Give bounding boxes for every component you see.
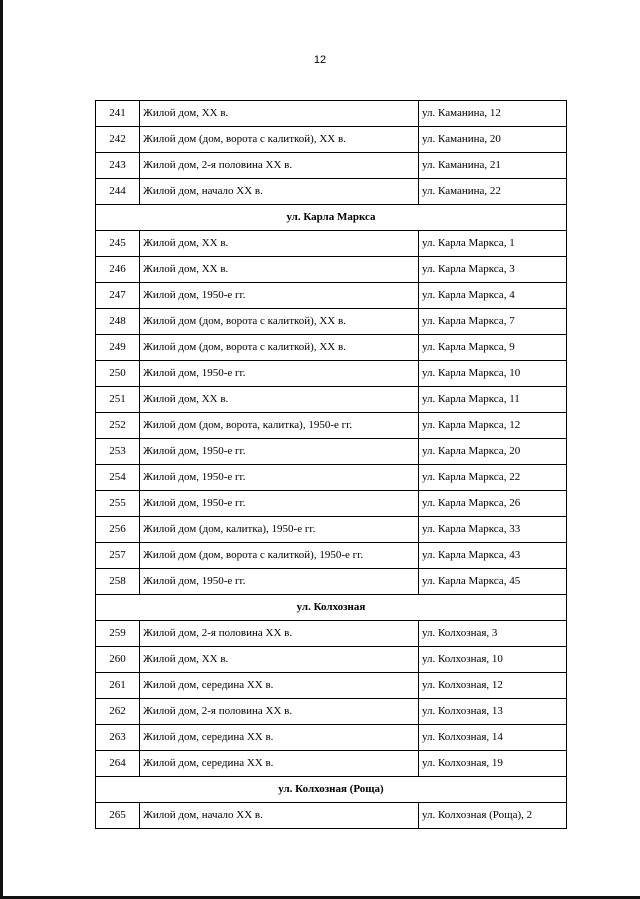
item-number: 243	[96, 153, 140, 179]
item-name: Жилой дом, 2-я половина XX в.	[140, 699, 419, 725]
item-name: Жилой дом, середина XX в.	[140, 673, 419, 699]
item-name: Жилой дом (дом, ворота с калиткой), XX в.	[140, 309, 419, 335]
table-row	[96, 725, 567, 751]
item-name: Жилой дом, XX в.	[140, 647, 419, 673]
item-address: ул. Карла Маркса, 7	[419, 309, 567, 335]
item-name: Жилой дом, 2-я половина XX в.	[140, 621, 419, 647]
table-row	[96, 387, 567, 413]
item-name: Жилой дом, 1950-е гг.	[140, 439, 419, 465]
item-number: 264	[96, 751, 140, 777]
item-address: ул. Карла Маркса, 9	[419, 335, 567, 361]
table-row	[96, 179, 567, 205]
item-number: 251	[96, 387, 140, 413]
scan-border-left	[0, 0, 3, 899]
item-number: 247	[96, 283, 140, 309]
item-address: ул. Карла Маркса, 11	[419, 387, 567, 413]
section-header-row	[96, 595, 567, 621]
item-address: ул. Карла Маркса, 1	[419, 231, 567, 257]
item-number: 259	[96, 621, 140, 647]
item-name: Жилой дом, 1950-е гг.	[140, 361, 419, 387]
item-number: 249	[96, 335, 140, 361]
item-number: 261	[96, 673, 140, 699]
item-address: ул. Карла Маркса, 3	[419, 257, 567, 283]
monuments-table	[95, 100, 567, 829]
table-row	[96, 517, 567, 543]
item-number: 253	[96, 439, 140, 465]
item-address: ул. Колхозная, 12	[419, 673, 567, 699]
street-section-title: ул. Колхозная	[96, 595, 567, 621]
street-section-title: ул. Колхозная (Роща)	[96, 777, 567, 803]
item-address: ул. Карла Маркса, 43	[419, 543, 567, 569]
item-name: Жилой дом, 1950-е гг.	[140, 491, 419, 517]
item-number: 241	[96, 101, 140, 127]
item-address: ул. Карла Маркса, 22	[419, 465, 567, 491]
item-number: 256	[96, 517, 140, 543]
table-row	[96, 465, 567, 491]
table-row	[96, 413, 567, 439]
item-number: 252	[96, 413, 140, 439]
table-row	[96, 283, 567, 309]
table-row	[96, 803, 567, 829]
item-name: Жилой дом, 1950-е гг.	[140, 283, 419, 309]
item-address: ул. Каманина, 22	[419, 179, 567, 205]
item-name: Жилой дом, середина XX в.	[140, 725, 419, 751]
table-row	[96, 621, 567, 647]
table-row	[96, 439, 567, 465]
item-number: 260	[96, 647, 140, 673]
table-row	[96, 751, 567, 777]
table-row	[96, 335, 567, 361]
item-name: Жилой дом (дом, ворота с калиткой), XX в.	[140, 335, 419, 361]
item-number: 248	[96, 309, 140, 335]
item-address: ул. Колхозная, 14	[419, 725, 567, 751]
table-row	[96, 647, 567, 673]
table-row	[96, 127, 567, 153]
item-number: 262	[96, 699, 140, 725]
item-name: Жилой дом, 2-я половина XX в.	[140, 153, 419, 179]
item-name: Жилой дом, начало XX в.	[140, 803, 419, 829]
item-address: ул. Колхозная, 10	[419, 647, 567, 673]
item-number: 244	[96, 179, 140, 205]
item-address: ул. Каманина, 21	[419, 153, 567, 179]
item-number: 258	[96, 569, 140, 595]
item-address: ул. Колхозная, 19	[419, 751, 567, 777]
item-name: Жилой дом, начало XX в.	[140, 179, 419, 205]
item-number: 254	[96, 465, 140, 491]
table-row	[96, 309, 567, 335]
table-row	[96, 569, 567, 595]
item-name: Жилой дом, середина XX в.	[140, 751, 419, 777]
item-name: Жилой дом, XX в.	[140, 231, 419, 257]
table-row	[96, 673, 567, 699]
table-row	[96, 699, 567, 725]
item-number: 255	[96, 491, 140, 517]
item-number: 257	[96, 543, 140, 569]
item-number: 263	[96, 725, 140, 751]
item-number: 250	[96, 361, 140, 387]
table-row	[96, 153, 567, 179]
item-name: Жилой дом (дом, калитка), 1950-е гг.	[140, 517, 419, 543]
section-header-row	[96, 777, 567, 803]
item-address: ул. Карла Маркса, 26	[419, 491, 567, 517]
table-row	[96, 101, 567, 127]
page-number: 12	[313, 54, 327, 66]
item-number: 265	[96, 803, 140, 829]
item-address: ул. Карла Маркса, 12	[419, 413, 567, 439]
table-row	[96, 257, 567, 283]
item-name: Жилой дом, XX в.	[140, 101, 419, 127]
item-address: ул. Карла Маркса, 45	[419, 569, 567, 595]
table-row	[96, 491, 567, 517]
item-address: ул. Карла Маркса, 10	[419, 361, 567, 387]
item-name: Жилой дом (дом, ворота, калитка), 1950-е гг.	[140, 413, 419, 439]
item-address: ул. Колхозная, 3	[419, 621, 567, 647]
item-number: 245	[96, 231, 140, 257]
item-address: ул. Каманина, 20	[419, 127, 567, 153]
table-body	[96, 101, 567, 829]
item-name: Жилой дом, XX в.	[140, 387, 419, 413]
item-address: ул. Колхозная, 13	[419, 699, 567, 725]
item-name: Жилой дом (дом, ворота с калиткой), 1950-е гг.	[140, 543, 419, 569]
section-header-row	[96, 205, 567, 231]
table-row	[96, 231, 567, 257]
item-name: Жилой дом, 1950-е гг.	[140, 569, 419, 595]
item-address: ул. Карла Маркса, 4	[419, 283, 567, 309]
street-section-title: ул. Карла Маркса	[96, 205, 567, 231]
table-row	[96, 361, 567, 387]
table-row	[96, 543, 567, 569]
item-number: 242	[96, 127, 140, 153]
item-address: ул. Колхозная (Роща), 2	[419, 803, 567, 829]
item-name: Жилой дом, XX в.	[140, 257, 419, 283]
item-name: Жилой дом (дом, ворота с калиткой), XX в.	[140, 127, 419, 153]
item-number: 246	[96, 257, 140, 283]
item-name: Жилой дом, 1950-е гг.	[140, 465, 419, 491]
item-address: ул. Каманина, 12	[419, 101, 567, 127]
item-address: ул. Карла Маркса, 33	[419, 517, 567, 543]
item-address: ул. Карла Маркса, 20	[419, 439, 567, 465]
